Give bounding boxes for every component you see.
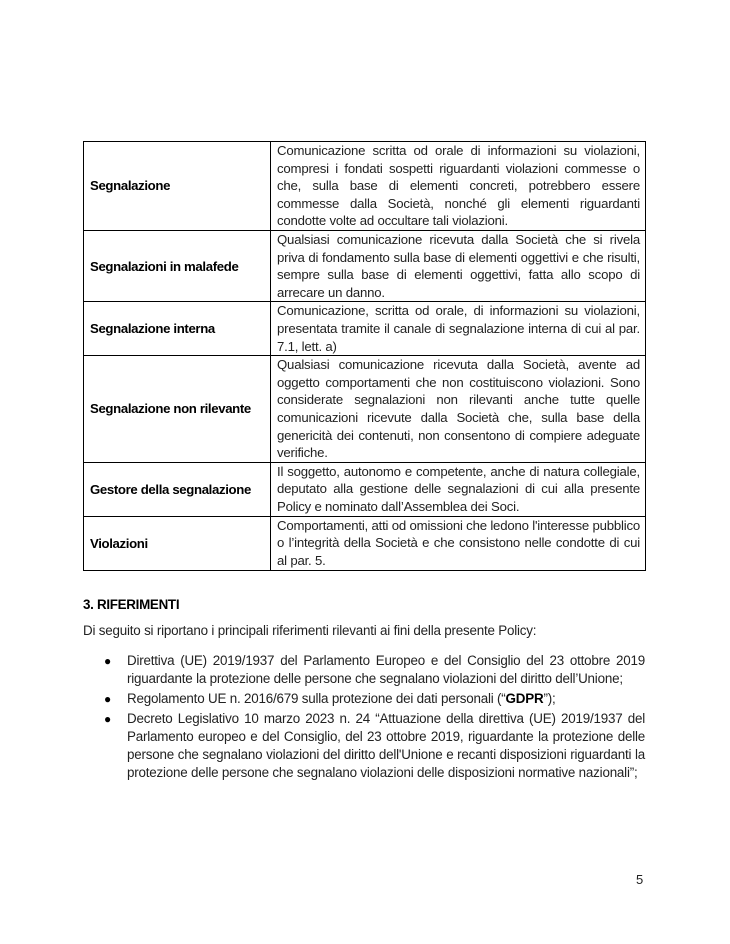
- list-item: [83, 710, 645, 782]
- reference-text: Decreto Legislativo 10 marzo 2023 n. 24 “Attuazione della direttiva (UE) 2019/1937 del Parlamento europeo e del Consiglio, del 23 ottobre 2019, riguardante la protezione delle persone che segnalano violazioni del diritto dell'Unione e recanti disposizioni riguardanti la protezione delle persone che segnalano violazioni delle disposizioni normative nazionali”;: [127, 711, 645, 780]
- definition-text: Qualsiasi comunicazione ricevuta dalla Società, avente ad oggetto comportamenti che non costituiscono violazioni. Sono considerate segnalazioni non rilevanti anche tutte quelle comunicazioni ricevute dalla Società che, sulla base della genericità dei contenuti, non consentono di compiere adeguate verifiche.: [271, 356, 646, 463]
- definition-text: Qualsiasi comunicazione ricevuta dalla Società che si rivela priva di fondamento sulla base di elementi oggettivi e che risulti, sempre sulla base di elementi oggettivi, fatta allo scopo di arrecare un danno.: [271, 230, 646, 301]
- definition-row: [84, 302, 646, 356]
- reference-text-before: Regolamento UE n. 2016/679 sulla protezione dei dati personali (“: [127, 691, 506, 706]
- gdpr-acronym: GDPR: [505, 691, 544, 706]
- definition-text: Il soggetto, autonomo e competente, anche di natura collegiale, deputato alla gestione delle segnalazioni di cui alla presente Policy e nominato dall’Assemblea dei Soci.: [271, 462, 646, 516]
- bullet-icon: ●: [104, 692, 112, 706]
- definition-term: Gestore della segnalazione: [84, 462, 271, 516]
- definition-text: Comunicazione, scritta od orale, di informazioni su violazioni, presentata tramite il canale di segnalazione interna di cui al par. 7.1, lett. a): [271, 302, 646, 356]
- section-heading: 3. RIFERIMENTI: [83, 597, 180, 612]
- list-item: [83, 690, 645, 708]
- definition-row: [84, 142, 646, 231]
- definition-text: Comunicazione scritta od orale di informazioni su violazioni, compresi i fondati sospetti riguardanti violazioni commesse o che, sulla base di elementi concreti, potrebbero essere commesse dalla Società, nonché gli elementi riguardanti condotte volte ad occultare tali violazioni.: [271, 142, 646, 231]
- definition-term: Segnalazioni in malafede: [84, 230, 271, 301]
- definition-term: Segnalazione: [84, 142, 271, 231]
- section-intro: Di seguito si riportano i principali riferimenti rilevanti ai fini della presente Policy:: [83, 623, 537, 638]
- reference-text: Direttiva (UE) 2019/1937 del Parlamento Europeo e del Consiglio del 23 ottobre 2019 riguardante la protezione delle persone che segnalano violazioni del diritto dell’Unione;: [127, 653, 645, 686]
- bullet-icon: ●: [104, 712, 112, 726]
- references-list: [83, 652, 645, 784]
- definition-term: Segnalazione non rilevante: [84, 356, 271, 463]
- page-number: 5: [636, 872, 644, 887]
- definition-row: [84, 230, 646, 301]
- reference-text-after: ”);: [543, 691, 556, 706]
- definition-term: Violazioni: [84, 516, 271, 570]
- definition-row: [84, 356, 646, 463]
- definition-row: [84, 516, 646, 570]
- list-item: [83, 652, 645, 688]
- bullet-icon: ●: [104, 654, 112, 668]
- definition-text: Comportamenti, atti od omissioni che ledono l'interesse pubblico o l’integrità della Società e che consistono nelle condotte di cui al par. 5.: [271, 516, 646, 570]
- definitions-table: [83, 141, 646, 571]
- definition-term: Segnalazione interna: [84, 302, 271, 356]
- definition-row: [84, 462, 646, 516]
